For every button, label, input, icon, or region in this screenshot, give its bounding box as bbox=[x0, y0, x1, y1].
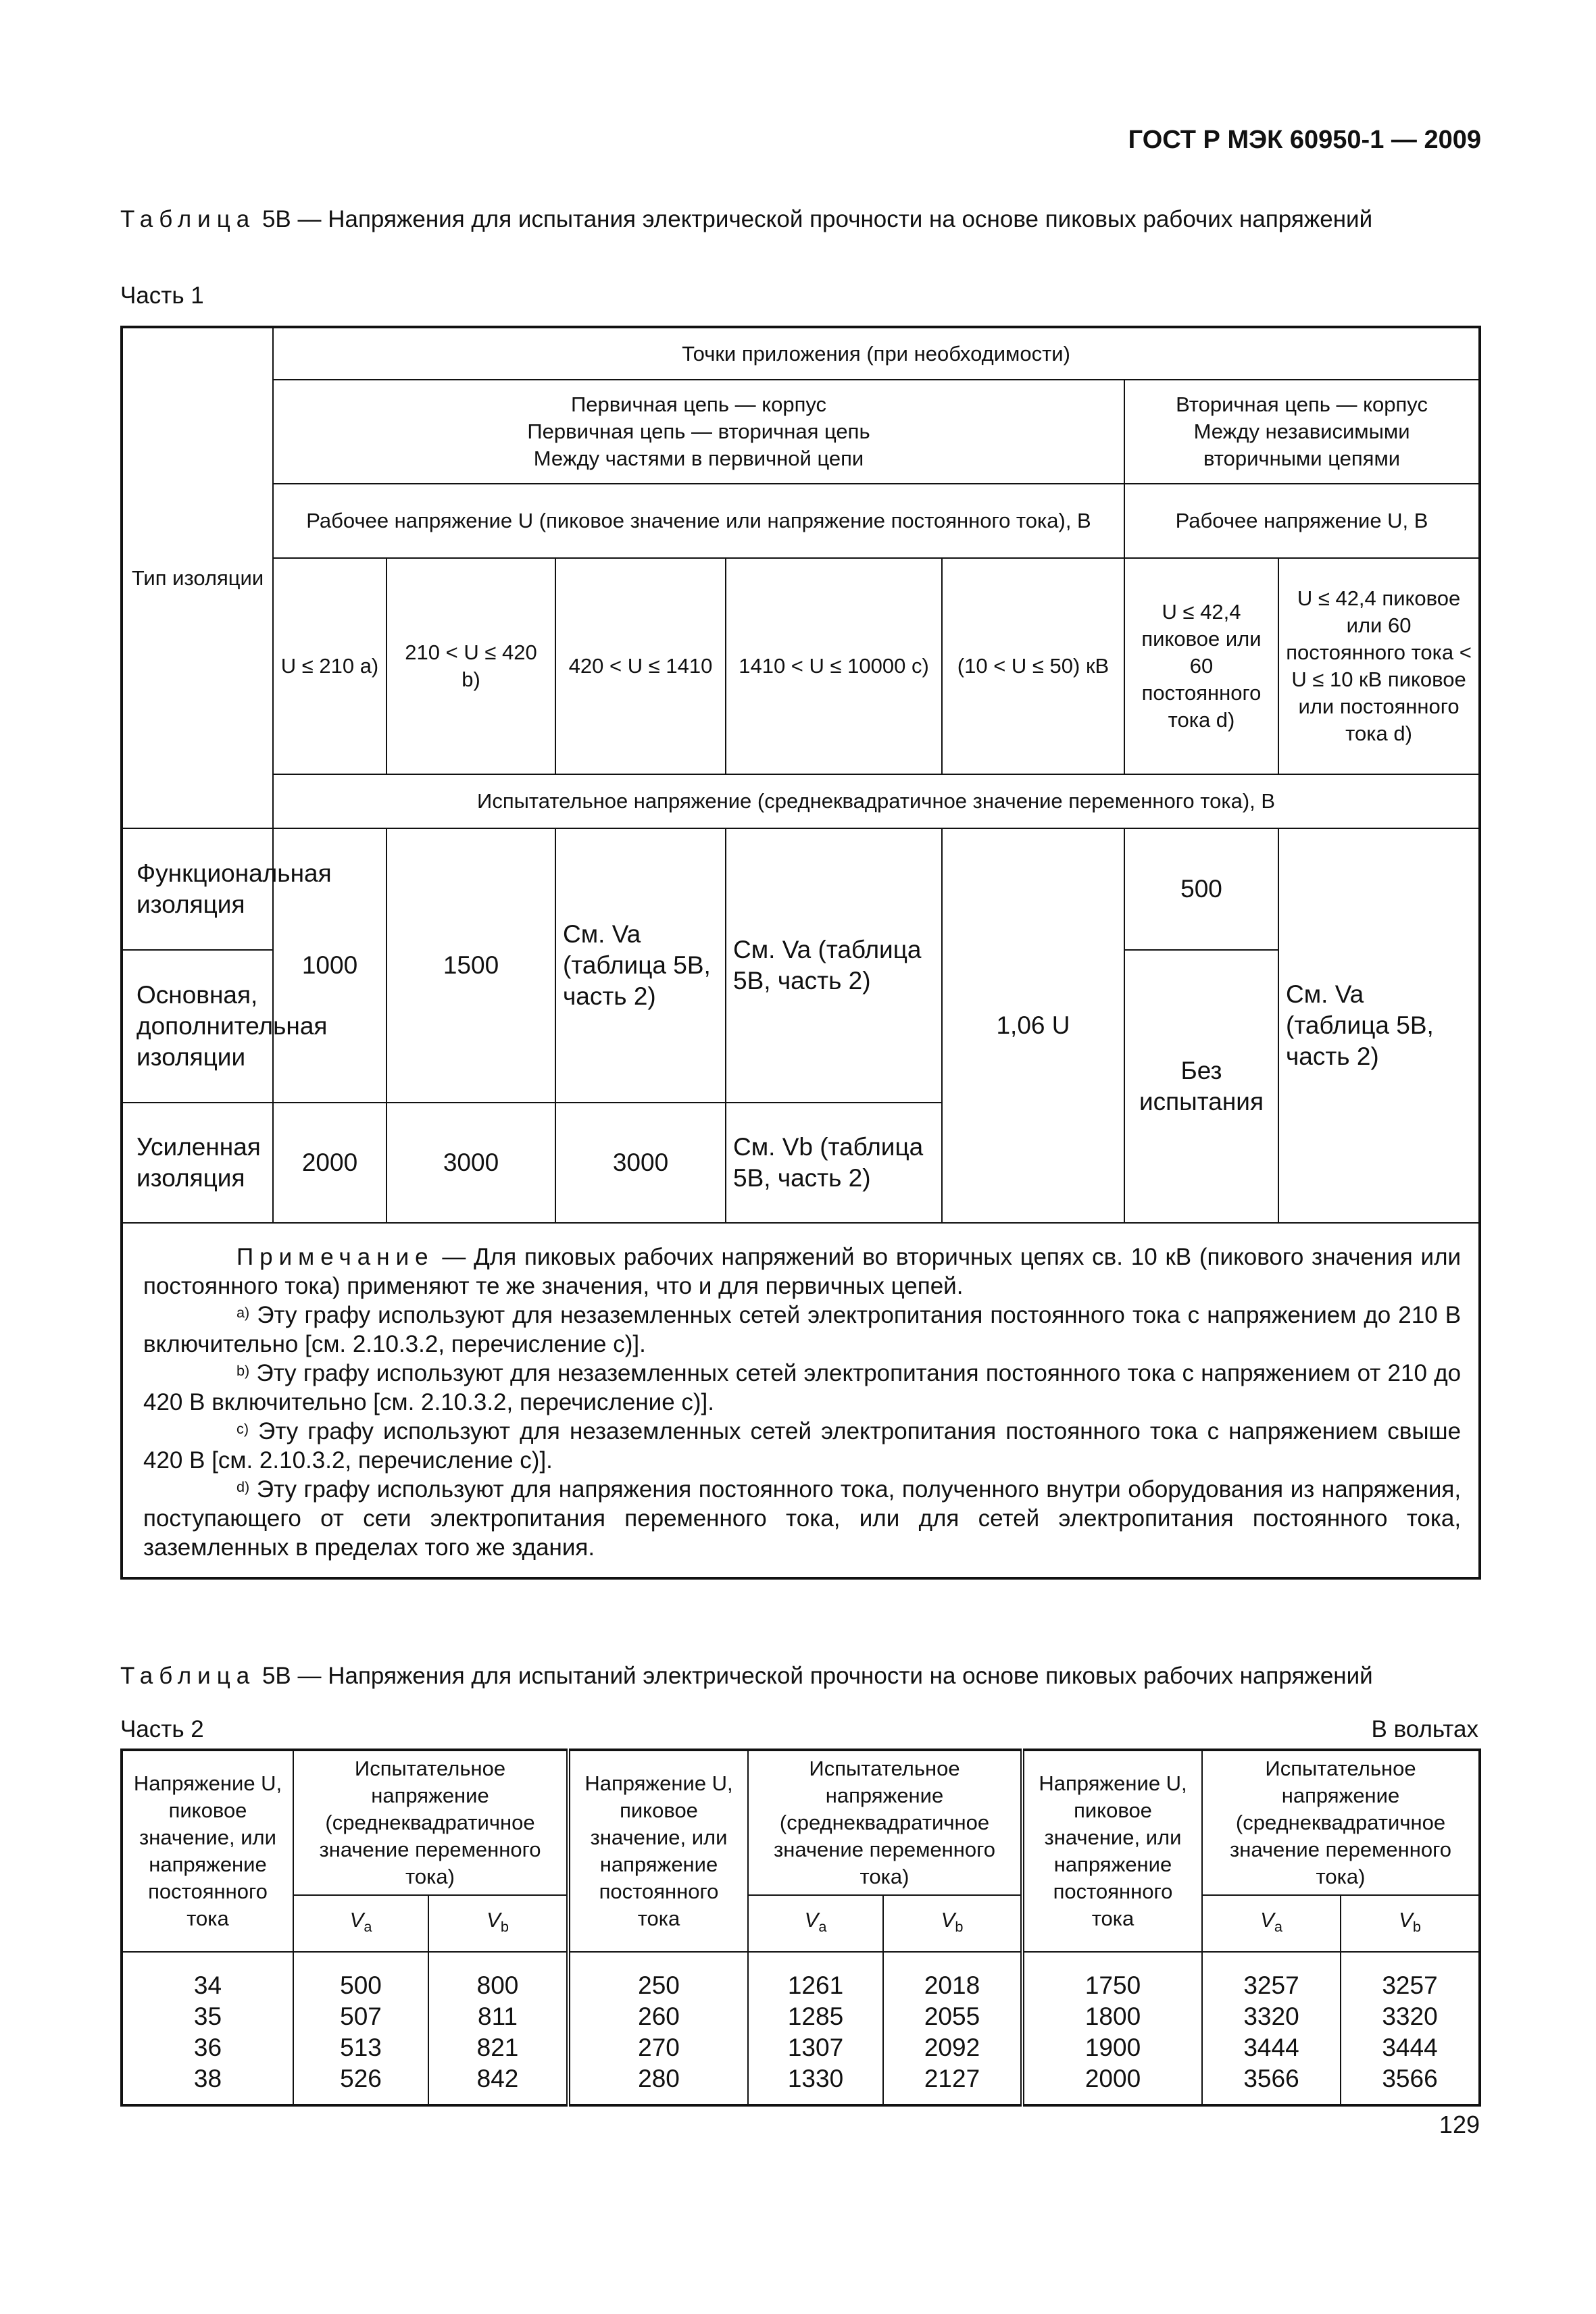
row-label-basic: Основная, дополнительная изоляции bbox=[122, 950, 273, 1103]
footnote-mark: d) bbox=[236, 1478, 250, 1495]
test-voltage-header: Испытательное напряжение (среднеквадратичное значение переменного тока), В bbox=[273, 774, 1480, 828]
value: 811 bbox=[478, 2003, 518, 2030]
value-cell: 3000 bbox=[555, 1103, 726, 1223]
range-cell: (10 < U ≤ 50) кВ bbox=[942, 558, 1124, 774]
vb-header: $V_b$ bbox=[883, 1895, 1022, 1952]
value: 1307 bbox=[787, 2034, 844, 2061]
footnote bbox=[143, 1475, 1461, 1562]
range-cell: 210 < U ≤ 420 b) bbox=[386, 558, 555, 774]
value-cell: См. Va (таблица 5В, часть 2) bbox=[1278, 828, 1480, 1223]
test-voltage-header: Испытательное напряжение (среднеквадратичное значение переменного тока) bbox=[293, 1750, 568, 1895]
voltage-header: Напряжение U, пиковое значение, или напряжение постоянного тока bbox=[568, 1750, 748, 1952]
u-values bbox=[1022, 1952, 1202, 2105]
value: 507 bbox=[340, 2003, 382, 2030]
working-voltage-primary: Рабочее напряжение U (пиковое значение или напряжение постоянного тока), В bbox=[273, 484, 1124, 558]
va-header: $V_a$ bbox=[748, 1895, 883, 1952]
value: 2127 bbox=[924, 2065, 980, 2092]
value: 38 bbox=[193, 2065, 222, 2092]
value-cell: 1,06 U bbox=[942, 828, 1124, 1223]
value: 500 bbox=[340, 1971, 382, 1999]
value-cell: Без испытания bbox=[1124, 950, 1278, 1223]
primary-group-line: Между частями в первичной цепи bbox=[533, 447, 864, 470]
value: 1330 bbox=[787, 2065, 844, 2092]
test-voltage-header: Испытательное напряжение (среднеквадратичное значение переменного тока) bbox=[748, 1750, 1022, 1895]
value: 270 bbox=[638, 2034, 680, 2061]
primary-group-line: Первичная цепь — корпус bbox=[570, 393, 827, 416]
voltage-header: Напряжение U, пиковое значение, или напряжение постоянного тока bbox=[1022, 1750, 1202, 1952]
value: 513 bbox=[340, 2034, 382, 2061]
working-voltage-secondary: Рабочее напряжение U, В bbox=[1124, 484, 1480, 558]
value: 842 bbox=[476, 2065, 519, 2092]
table1 bbox=[120, 326, 1481, 1580]
table2-part-label: Часть 2 bbox=[120, 1716, 204, 1742]
value: 1261 bbox=[787, 1971, 844, 1999]
range-cell: U ≤ 42,4 пиковое или 60 постоянного тока d) bbox=[1124, 558, 1278, 774]
value: 35 bbox=[193, 2003, 222, 2030]
footnote bbox=[143, 1359, 1461, 1417]
primary-group-header bbox=[273, 380, 1124, 484]
note-text: — Для пиковых рабочих напряжений во вторичных цепях св. 10 кВ (пикового значения или постоянного тока) применяют те же значения, что и для первичных цепей. bbox=[143, 1244, 1462, 1299]
value: 3320 bbox=[1382, 2003, 1438, 2030]
value: 2092 bbox=[924, 2034, 980, 2061]
footnote-text: Эту графу используют для незаземленных сетей электропитания постоянного тока с напряжением от 210 до 420 В включительно [см. 2.10.3.2, перечисление с)]. bbox=[143, 1360, 1462, 1415]
table2-caption bbox=[120, 1661, 1478, 1692]
value-cell: 500 bbox=[1124, 828, 1278, 950]
application-points-header: Точки приложения (при необходимости) bbox=[273, 327, 1480, 380]
value-cell: См. Vb (таблица 5В, часть 2) bbox=[726, 1103, 942, 1223]
value: 2055 bbox=[924, 2003, 980, 2030]
value-cell: 1000 bbox=[273, 828, 386, 1103]
note-label: Примечание bbox=[236, 1244, 434, 1270]
test-voltage-header: Испытательное напряжение (среднеквадратичное значение переменного тока) bbox=[1202, 1750, 1480, 1895]
footnote bbox=[143, 1301, 1461, 1359]
table2-caption-label: Таблица bbox=[120, 1663, 256, 1689]
value: 34 bbox=[193, 1971, 222, 1999]
footnote-mark: b) bbox=[236, 1362, 250, 1379]
value: 3566 bbox=[1382, 2065, 1438, 2092]
table2-caption-text: 5В — Напряжения для испытаний электрической прочности на основе пиковых рабочих напряжений bbox=[261, 1663, 1373, 1689]
table2 bbox=[120, 1749, 1481, 2107]
footnote-mark: a) bbox=[236, 1304, 250, 1321]
row-label-reinforced: Усиленная изоляция bbox=[122, 1103, 273, 1223]
vb-values bbox=[1341, 1952, 1480, 2105]
row-label-functional: Функциональная изоляция bbox=[122, 828, 273, 950]
footnote-text: Эту графу используют для незаземленных сетей электропитания постоянного тока с напряжением до 210 В включительно [см. 2.10.3.2, перечисление с)]. bbox=[143, 1302, 1462, 1357]
secondary-group-header bbox=[1124, 380, 1480, 484]
value: 3257 bbox=[1243, 1971, 1299, 1999]
value: 1750 bbox=[1084, 1971, 1141, 1999]
va-values bbox=[748, 1952, 883, 2105]
value-cell: 3000 bbox=[386, 1103, 555, 1223]
u-values bbox=[568, 1952, 748, 2105]
va-header: $V_a$ bbox=[1202, 1895, 1341, 1952]
value: 1800 bbox=[1084, 2003, 1141, 2030]
va-values bbox=[1202, 1952, 1341, 2105]
value-cell: См. Va (таблица 5В, часть 2) bbox=[555, 828, 726, 1103]
value: 3257 bbox=[1382, 1971, 1438, 1999]
value: 2000 bbox=[1084, 2065, 1141, 2092]
va-header: $V_a$ bbox=[293, 1895, 428, 1952]
value: 3444 bbox=[1243, 2034, 1299, 2061]
value: 2018 bbox=[924, 1971, 980, 1999]
note-paragraph bbox=[143, 1242, 1461, 1301]
type-header: Тип изоляции bbox=[122, 327, 273, 828]
secondary-group-line: Между независимыми вторичными цепями bbox=[1193, 420, 1410, 470]
u-values bbox=[122, 1952, 293, 2105]
table1-part-label: Часть 1 bbox=[120, 282, 204, 309]
primary-group-line: Первичная цепь — вторичная цепь bbox=[527, 420, 870, 443]
table1-caption-text: 5В — Напряжения для испытания электрической прочности на основе пиковых рабочих напряжений bbox=[261, 206, 1373, 232]
va-values bbox=[293, 1952, 428, 2105]
vb-values bbox=[428, 1952, 568, 2105]
footnote-mark: c) bbox=[236, 1420, 249, 1437]
value-cell: См. Va (таблица 5В, часть 2) bbox=[726, 828, 942, 1103]
footnote-text: Эту графу используют для незаземленных сетей электропитания постоянного тока с напряжением свыше 420 В [см. 2.10.3.2, перечисление с)]. bbox=[143, 1418, 1462, 1474]
vb-header: $V_b$ bbox=[428, 1895, 568, 1952]
range-cell: U ≤ 42,4 пиковое или 60 постоянного тока < U ≤ 10 кВ пиковое или постоянного тока d) bbox=[1278, 558, 1480, 774]
value: 260 bbox=[638, 2003, 680, 2030]
value: 1285 bbox=[787, 2003, 844, 2030]
range-cell: 1410 < U ≤ 10000 c) bbox=[726, 558, 942, 774]
footnote bbox=[143, 1417, 1461, 1475]
value: 821 bbox=[476, 2034, 519, 2061]
value: 3566 bbox=[1243, 2065, 1299, 2092]
table1-caption-label: Таблица bbox=[120, 206, 256, 232]
table1-notes bbox=[122, 1223, 1480, 1578]
value: 3444 bbox=[1382, 2034, 1438, 2061]
footnote-text: Эту графу используют для напряжения постоянного тока, полученного внутри оборудования из напряжения, поступающего от сети электропитания переменного тока, или для сетей электропитания постоянного тока, заземленных в пределах того же здания. bbox=[143, 1476, 1462, 1561]
value: 36 bbox=[193, 2034, 222, 2061]
value: 250 bbox=[638, 1971, 680, 1999]
value-cell: 1500 bbox=[386, 828, 555, 1103]
value: 1900 bbox=[1084, 2034, 1141, 2061]
vb-header: $V_b$ bbox=[1341, 1895, 1480, 1952]
range-cell: U ≤ 210 a) bbox=[273, 558, 386, 774]
voltage-header: Напряжение U, пиковое значение, или напряжение постоянного тока bbox=[122, 1750, 293, 1952]
document-code: ГОСТ Р МЭК 60950-1 — 2009 bbox=[1128, 126, 1481, 154]
range-cell: 420 < U ≤ 1410 bbox=[555, 558, 726, 774]
value: 3320 bbox=[1243, 2003, 1299, 2030]
value: 280 bbox=[638, 2065, 680, 2092]
value: 526 bbox=[340, 2065, 382, 2092]
vb-values bbox=[883, 1952, 1022, 2105]
page-number: 129 bbox=[1439, 2111, 1480, 2138]
value: 800 bbox=[476, 1971, 519, 1999]
table2-units: В вольтах bbox=[1371, 1716, 1478, 1742]
table1-caption bbox=[120, 204, 1478, 235]
secondary-group-line: Вторичная цепь — корпус bbox=[1176, 393, 1428, 416]
value-cell: 2000 bbox=[273, 1103, 386, 1223]
